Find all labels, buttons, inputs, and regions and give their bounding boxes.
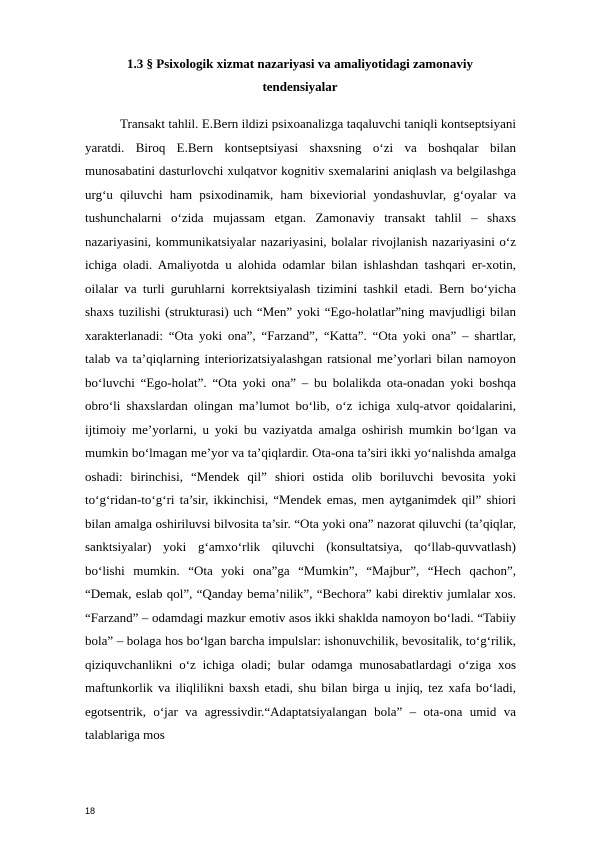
body-paragraph: Transakt tahlil. E.Bern ildizi psixoanalizga taqaluvchi taniqli kontseptsiyani yaratdi. Biroq E.Bern kontseptsiyasi shaxsning o‘zi va boshqalar bilan munosabatini dasturlovchi xulqatvor kognitiv sxemalarini aniqlash va belgilashga urg‘u qiluvchi ham psixodinamik, ham bixeviorial yondashuvlar, g‘oyalar va tushunchalarni o‘zida mujassam etgan. Zamonaviy transakt tahlil – shaxs nazariyasini, kommunikatsiyalar nazariyasini, bolalar rivojlanish nazariyasini o‘z ichiga oladi. Amaliyotda u alohida odamlar bilan ishlashdan tashqari er-xotin, oilalar va turli guruhlarni korrektsiyalash tizimini tashkil etadi. Bern bo‘yicha shaxs tuzilishi (strukturasi) uch “Men” yoki “Ego-holatlar”ning mavjudligi bilan xarakterlanadi: “Ota yoki ona”, “Farzand”, “Katta”. “Ota yoki ona” – shartlar, talab va ta’qiqlarning interiorizatsiyalashgan ratsional me’yorlari bilan namoyon bo‘luvchi “Ego-holat”. “Ota yoki ona” – bu bolalikda ota-onadan yoki boshqa obro‘li shaxslardan olingan ma’lumot bo‘lib, o‘z ichiga xulq-atvor qoidalarini, ijtimoiy me’yorlarni, u yoki bu vaziyatda amalga oshirish mumkin bo‘lgan va mumkin bo‘lmagan me’yor va ta’qiqlardir. Ota-ona ta’siri ikki yo‘nalishda amalga oshadi: birinchisi, “Mendek qil” shiori ostida olib boriluvchi bevosita yoki to‘g‘ridan-to‘g‘ri ta’sir, ikkinchisi, “Mendek emas, men aytganimdek qil” shiori bilan amalga oshiriluvsi bilvosita ta’sir. “Ota yoki ona” nazorat qiluvchi (ta’qiqlar, sanktsiyalar) yoki g‘amxo‘rlik qiluvchi (konsultatsiya, qo‘llab-quvvatlash) bo‘lishi mumkin. “Ota yoki ona”ga “Mumkin”, “Majbur”, “Hech qachon”, “Demak, eslab qol”, “Qanday bema’nilik”, “Bechora” kabi direktiv jumlalar xos. “Farzand” – odamdagi mazkur emotiv asos ikki shaklda namoyon bo‘ladi. “Tabiiy bola” – bolaga hos bo‘lgan barcha impulslar: ishonuvchilik, bevositalik, to‘g‘rilik, qiziquvchanlikni o‘z ichiga oladi; bular odamga munosabatlardagi o‘ziga xos maftunkorlik va iliqlilikni baxsh etadi, shu bilan birga u injiq, tez xafa bo‘ladi, egotsentrik, o‘jar va agressivdir.“Adaptatsiyalangan bola” – ota-ona umid va talablariga mos (85, 116, 516, 742)
section-heading-line-1: 1.3 § Psixologik xizmat nazariyasi va amaliyotidagi zamonaviy (127, 56, 473, 71)
page-number: 18 (85, 806, 96, 816)
section-heading (80, 52, 520, 98)
section-heading-line-2: tendensiyalar (262, 79, 338, 94)
